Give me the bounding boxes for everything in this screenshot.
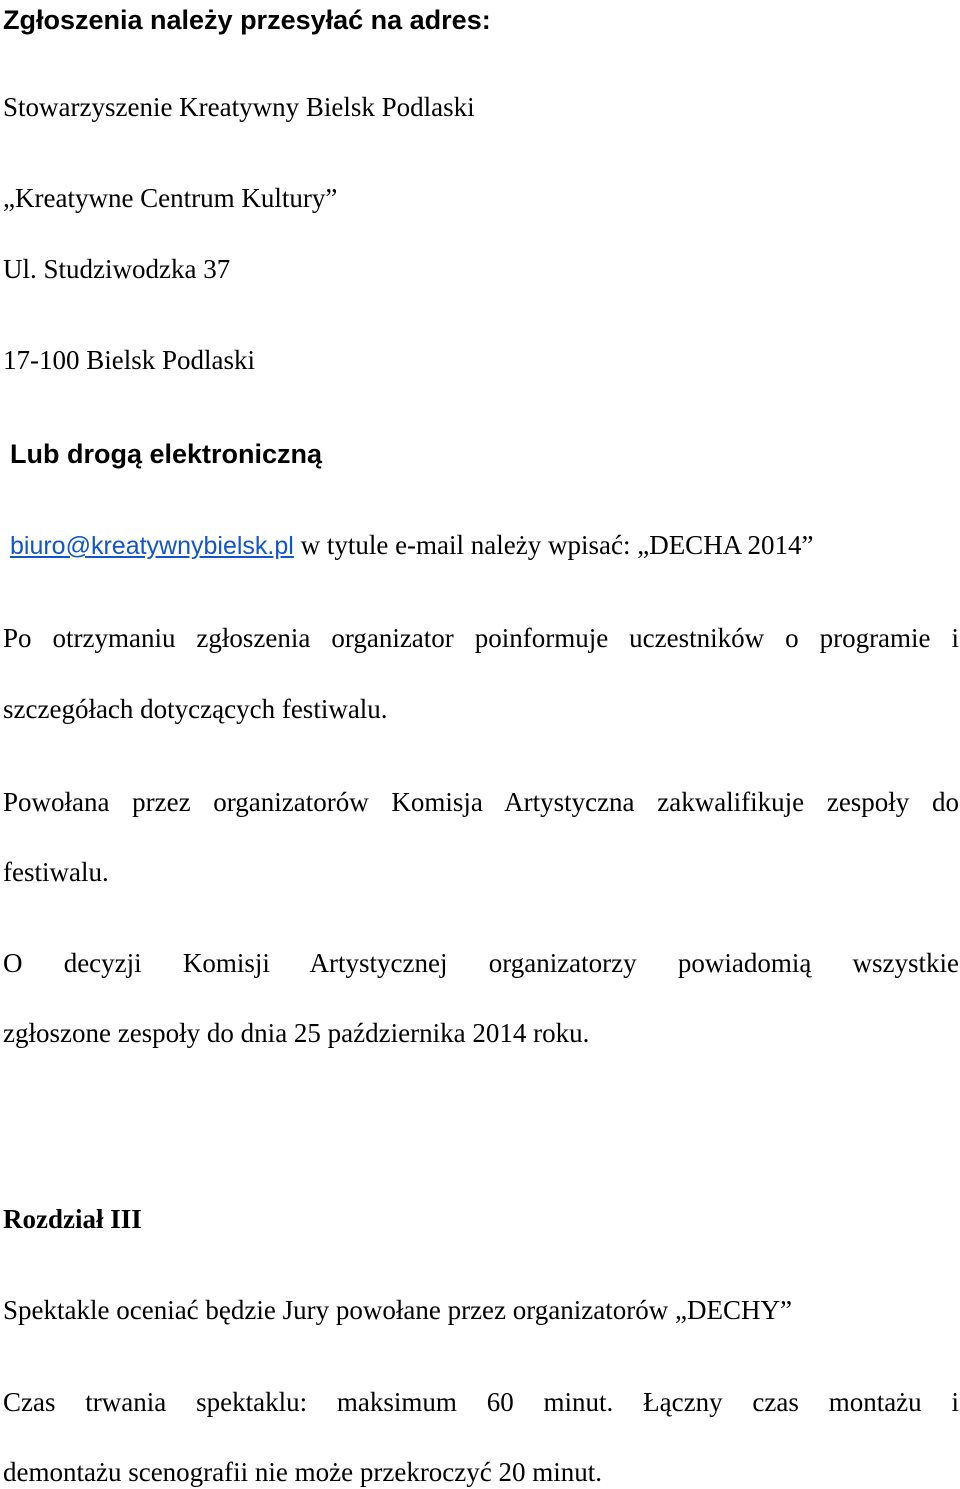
address-street: Ul. Studziwodzka 37 (3, 254, 231, 284)
paragraph-3-line-2: zgłoszone zespoły do dnia 25 października 2014 roku. (3, 1018, 590, 1048)
paragraph-1-line-1: Po otrzymaniu zgłoszenia organizator poinformuje uczestników o programie i (3, 623, 959, 653)
electronic-heading: Lub drogą elektroniczną (10, 439, 323, 469)
duration-line-2: demontażu scenografii nie może przekroczyć 20 minut. (3, 1457, 603, 1487)
paragraph-2-line-2: festiwalu. (3, 857, 109, 887)
address-venue: „Kreatywne Centrum Kultury” (3, 183, 338, 213)
address-organization: Stowarzyszenie Kreatywny Bielsk Podlaski (3, 92, 475, 122)
email-instruction: w tytule e-mail należy wpisać: „DECHA 2014” (293, 530, 814, 560)
paragraph-2-line-1: Powołana przez organizatorów Komisja Artystyczna zakwalifikuje zespoły do (3, 787, 959, 817)
paragraph-1-line-2: szczegółach dotyczących festiwalu. (3, 694, 388, 724)
jury-paragraph: Spektakle oceniać będzie Jury powołane przez organizatorów „DECHY” (3, 1295, 792, 1325)
email-line (10, 528, 960, 563)
duration-line-1: Czas trwania spektaklu: maksimum 60 minut. Łączny czas montażu i (3, 1387, 959, 1417)
paragraph-3-line-1: O decyzji Komisji Artystycznej organizatorzy powiadomią wszystkie (3, 948, 959, 978)
section-heading: Rozdział III (3, 1204, 142, 1234)
email-link[interactable]: biuro@kreatywnybielsk.pl (10, 532, 294, 560)
address-heading: Zgłoszenia należy przesyłać na adres: (3, 5, 491, 35)
address-city: 17-100 Bielsk Podlaski (3, 345, 256, 375)
